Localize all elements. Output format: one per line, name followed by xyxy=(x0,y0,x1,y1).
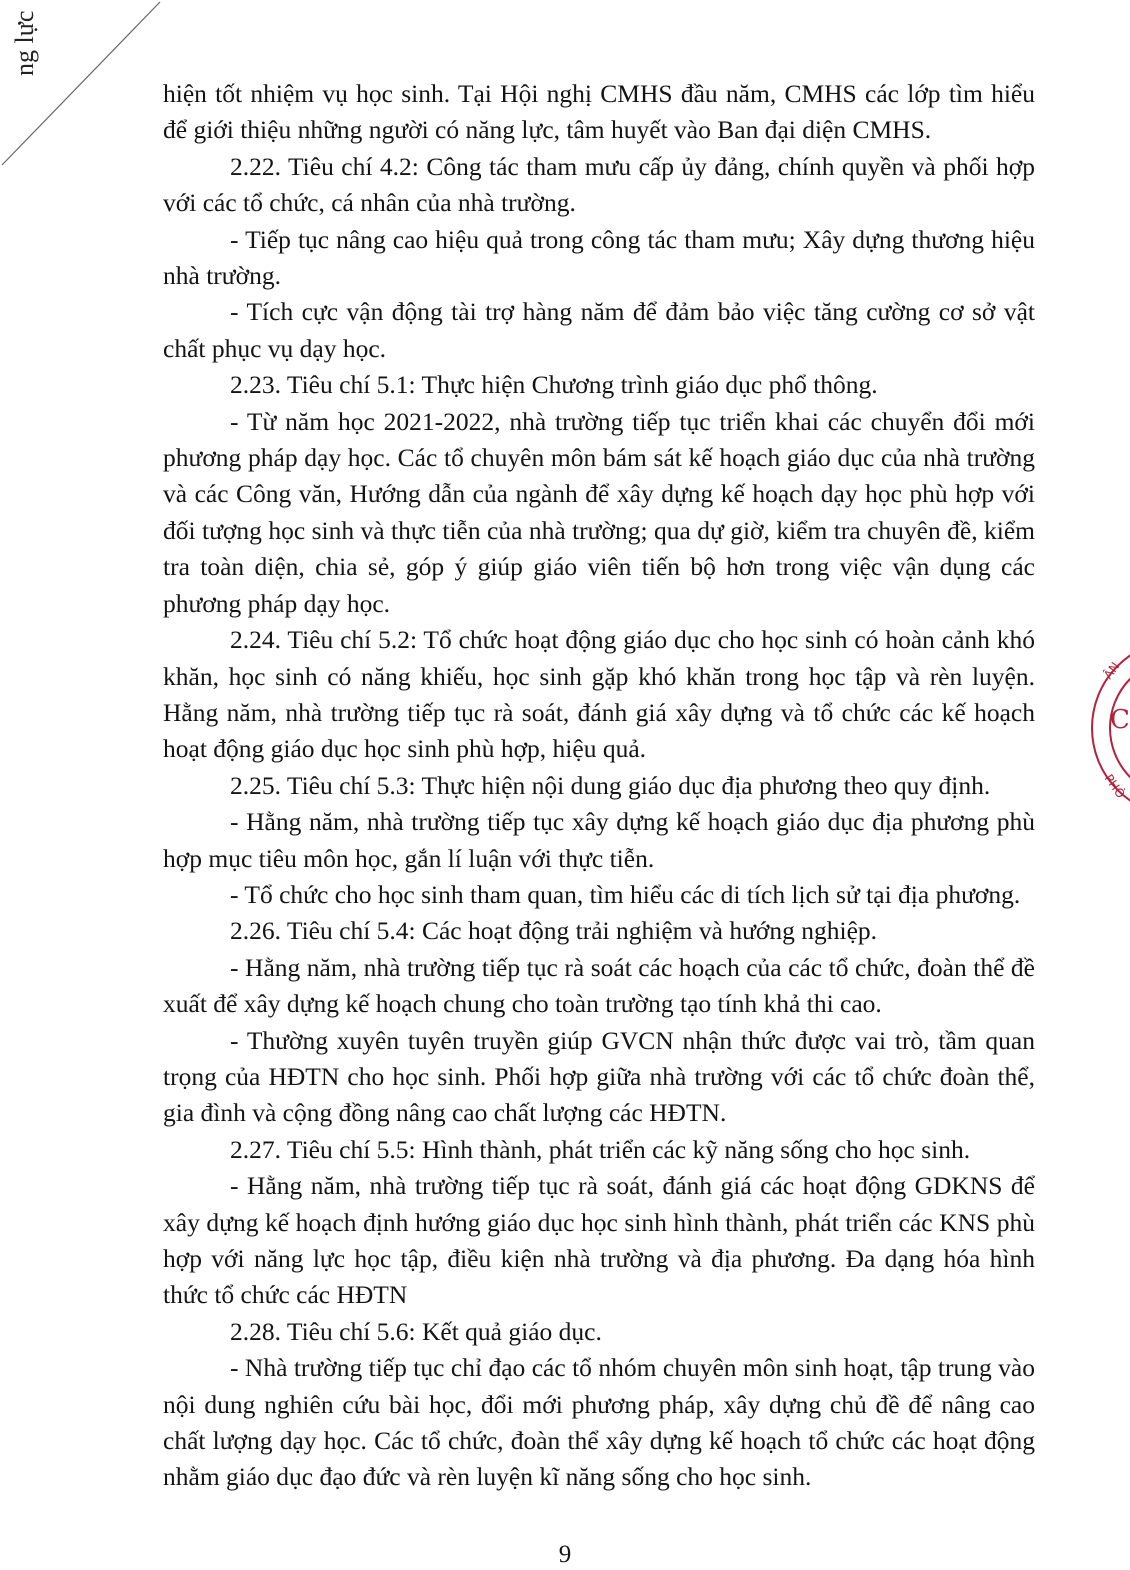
criterion-5-5-heading: 2.27. Tiêu chí 5.5: Hình thành, phát triển các kỹ năng sống cho học sinh. xyxy=(230,1134,971,1164)
svg-text:C: C xyxy=(1110,705,1130,735)
paragraph-continuation: hiện tốt nhiệm vụ học sinh. Tại Hội nghị CMHS đầu năm, CMHS các lớp tìm hiểu để giới thiệu những người có năng lực, tâm huyết vào Ban đại diện CMHS. xyxy=(163,79,1035,145)
bullet-paragraph: - Tổ chức cho học sinh tham quan, tìm hiểu các di tích lịch sử tại địa phương. xyxy=(230,879,1021,909)
margin-text-fragment: ng lực xyxy=(10,10,39,76)
bullet-paragraph: - Thường xuyên tuyên truyền giúp GVCN nhận thức được vai trò, tầm quan trọng của HĐTN cho học sinh. Phối hợp giữa nhà trường với các tổ chức đoàn thể, gia đình và cộng đồng nâng cao chất lượng các HĐTN. xyxy=(163,1025,1035,1128)
official-stamp-fragment xyxy=(1082,628,1130,828)
bullet-paragraph: - Nhà trường tiếp tục chỉ đạo các tổ nhóm chuyên môn sinh hoạt, tập trung vào nội dung nghiên cứu bài học, đổi mới phương pháp, xây dựng chủ đề để nâng cao chất lượng dạy học. Các tổ chức, đoàn thể xây dựng kế hoạch tổ chức các hoạt động nhằm giáo dục đạo đức và rèn luyện kĩ năng sống cho học sinh. xyxy=(163,1353,1035,1492)
criterion-5-1-heading: 2.23. Tiêu chí 5.1: Thực hiện Chương trình giáo dục phổ thông. xyxy=(230,370,878,400)
bullet-paragraph: - Từ năm học 2021-2022, nhà trường tiếp tục triển khai các chuyển đổi mới phương pháp dạy học. Các tổ chuyên môn bám sát kế hoạch giáo dục của nhà trường và các Công văn, Hướng dẫn của ngành để xây dựng kế hoạch dạy học phù hợp với đối tượng học sinh và thực tiễn của nhà trường; qua dự giờ, kiểm tra chuyên đề, kiểm tra toàn diện, chia sẻ, góp ý giúp giáo viên tiến bộ hơn trong việc vận dụng các phương pháp dạy học. xyxy=(163,406,1035,618)
body-text xyxy=(163,76,1035,1496)
bullet-paragraph: - Hằng năm, nhà trường tiếp tục rà soát, đánh giá các hoạt động GDKNS để xây dựng kế hoạch định hướng giáo dục học sinh hình thành, phát triển các KNS phù hợp với năng lực học tập, điều kiện nhà trường và địa phương. Đa dạng hóa hình thức tổ chức các HĐTN xyxy=(163,1171,1035,1310)
page-number: 9 xyxy=(558,1541,572,1568)
svg-text:PHÒ: PHÒ xyxy=(1101,771,1128,801)
criterion-5-3-heading: 2.25. Tiêu chí 5.3: Thực hiện nội dung giáo dục địa phương theo quy định. xyxy=(230,770,991,800)
criterion-5-6-heading: 2.28. Tiêu chí 5.6: Kết quả giáo dục. xyxy=(230,1316,602,1346)
criterion-4-2-heading: 2.22. Tiêu chí 4.2: Công tác tham mưu cấp ủy đảng, chính quyền và phối hợp với các tổ chức, cá nhân của nhà trường. xyxy=(163,151,1035,218)
svg-text:ÂN: ÂN xyxy=(1100,659,1123,682)
criterion-5-4-heading: 2.26. Tiêu chí 5.4: Các hoạt động trải nghiệm và hướng nghiệp. xyxy=(230,916,878,946)
bullet-paragraph: - Hằng năm, nhà trường tiếp tục xây dựng kế hoạch giáo dục địa phương phù hợp mục tiêu môn học, gắn lí luận với thực tiễn. xyxy=(163,807,1035,873)
bullet-paragraph: - Tiếp tục nâng cao hiệu quả trong công tác tham mưu; Xây dựng thương hiệu nhà trường. xyxy=(163,224,1035,291)
bullet-paragraph: - Tích cực vận động tài trợ hàng năm để đảm bảo việc tăng cường cơ sở vật chất phục vụ dạy học. xyxy=(163,297,1035,363)
criterion-5-2-heading: 2.24. Tiêu chí 5.2: Tổ chức hoạt động giáo dục cho học sinh có hoàn cảnh khó khăn, học sinh có năng khiếu, học sinh gặp khó khăn trong học tập và rèn luyện. Hằng năm, nhà trường tiếp tục rà soát, đánh giá xây dựng và tổ chức các kế hoạch hoạt động giáo dục học sinh phù hợp, hiệu quả. xyxy=(163,625,1035,764)
bullet-paragraph: - Hằng năm, nhà trường tiếp tục rà soát các hoạch của các tổ chức, đoàn thể đề xuất để xây dựng kế hoạch chung cho toàn trường tạo tính khả thi cao. xyxy=(163,952,1035,1019)
